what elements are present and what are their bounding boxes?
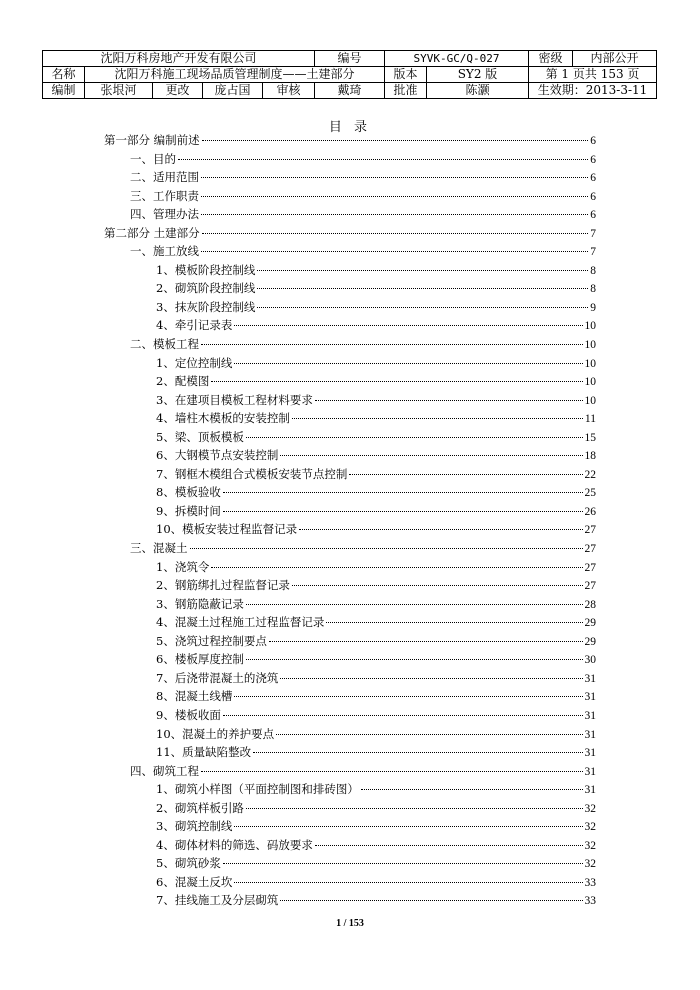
toc-dot-leader [201, 251, 588, 252]
toc-entry[interactable] [0, 780, 700, 799]
toc-dot-leader [223, 863, 583, 864]
toc-entry[interactable] [0, 520, 700, 539]
toc-dot-leader [201, 177, 588, 178]
toc-entry-page: 10 [584, 394, 596, 407]
toc-entry-title: 10、模板安装过程监督记录 [156, 522, 298, 537]
toc-entry-page: 33 [584, 876, 596, 889]
toc-entry-page: 32 [584, 802, 596, 815]
code-label: 编号 [315, 51, 385, 67]
toc-entry-page: 31 [584, 691, 596, 704]
toc-entry[interactable] [0, 335, 700, 354]
approve-value: 陈灏 [427, 83, 529, 99]
toc-entry-page: 26 [584, 505, 596, 518]
toc-entry-page: 22 [584, 468, 596, 481]
toc-entry-page: 31 [584, 765, 596, 778]
toc-entry-title: 1、砌筑小样图（平面控制图和排砖图） [156, 782, 359, 797]
secret-label: 密级 [529, 51, 573, 67]
toc-entry-title: 三、混凝土 [130, 541, 188, 556]
table-of-contents [0, 131, 700, 910]
toc-entry-title: 10、混凝土的养护要点 [156, 726, 275, 741]
toc-entry-title: 2、钢筋绑扎过程监督记录 [156, 578, 290, 593]
toc-entry-page: 6 [590, 172, 596, 185]
toc-dot-leader [326, 622, 582, 623]
toc-entry-page: 27 [584, 580, 596, 593]
toc-entry[interactable] [0, 873, 700, 892]
approve-label: 批准 [385, 83, 427, 99]
toc-dot-leader [315, 845, 583, 846]
toc-entry[interactable] [0, 632, 700, 651]
toc-entry[interactable] [0, 595, 700, 614]
toc-dot-leader [190, 548, 583, 549]
toc-entry-page: 31 [584, 747, 596, 760]
toc-entry[interactable] [0, 669, 700, 688]
toc-entry[interactable] [0, 725, 700, 744]
toc-entry-title: 6、大钢模节点安装控制 [156, 448, 279, 463]
toc-entry-page: 10 [584, 376, 596, 389]
toc-entry-title: 8、混凝土线槽 [156, 689, 233, 704]
toc-dot-leader [280, 455, 582, 456]
toc-entry-page: 10 [584, 320, 596, 333]
toc-entry-title: 4、砌体材料的筛选、码放要求 [156, 837, 313, 852]
toc-entry[interactable] [0, 261, 700, 280]
toc-entry[interactable] [0, 706, 700, 725]
document-header-table [42, 50, 657, 99]
toc-dot-leader [292, 585, 583, 586]
toc-entry-page: 31 [584, 784, 596, 797]
toc-dot-leader [276, 734, 582, 735]
toc-dot-leader [202, 140, 589, 141]
toc-entry[interactable] [0, 298, 700, 317]
toc-entry-title: 3、钢筋隐蔽记录 [156, 596, 244, 611]
toc-entry-title: 7、挂线施工及分层砌筑 [156, 893, 279, 908]
toc-entry[interactable] [0, 446, 700, 465]
toc-entry-page: 18 [584, 450, 596, 463]
toc-entry-title: 8、模板验收 [156, 485, 221, 500]
toc-entry-page: 7 [590, 246, 596, 259]
toc-entry-page: 32 [584, 821, 596, 834]
toc-dot-leader [246, 659, 583, 660]
toc-dot-leader [246, 808, 583, 809]
toc-entry-title: 二、模板工程 [130, 337, 199, 352]
toc-entry-title: 1、模板阶段控制线 [156, 262, 256, 277]
toc-dot-leader [211, 381, 582, 382]
toc-entry[interactable] [0, 799, 700, 818]
toc-entry-title: 5、梁、顶板模板 [156, 429, 244, 444]
toc-dot-leader [349, 474, 582, 475]
toc-entry-title: 9、楼板收面 [156, 707, 221, 722]
effective-date: 生效期：2013-3-11 [529, 83, 657, 99]
toc-entry-title: 3、砌筑控制线 [156, 819, 233, 834]
toc-entry[interactable] [0, 650, 700, 669]
name-label: 名称 [43, 67, 85, 83]
toc-dot-leader [246, 604, 583, 605]
toc-entry-title: 4、牵引记录表 [156, 318, 233, 333]
toc-entry-title: 6、楼板厚度控制 [156, 652, 244, 667]
toc-title: 目 录 [328, 120, 372, 135]
toc-entry[interactable] [0, 743, 700, 762]
toc-entry-page: 9 [590, 301, 596, 314]
toc-entry-page: 29 [584, 635, 596, 648]
toc-entry[interactable] [0, 391, 700, 410]
toc-entry-page: 27 [584, 543, 596, 556]
toc-entry[interactable] [0, 224, 700, 243]
toc-entry-title: 3、在建项目模板工程材料要求 [156, 392, 313, 407]
toc-dot-leader [201, 196, 588, 197]
toc-dot-leader [257, 288, 588, 289]
toc-entry-title: 9、拆模时间 [156, 503, 221, 518]
toc-entry[interactable] [0, 576, 700, 595]
toc-entry-page: 8 [590, 264, 596, 277]
toc-entry-title: 7、钢框木模组合式模板安装节点控制 [156, 466, 348, 481]
toc-entry-title: 4、混凝土过程施工过程监督记录 [156, 615, 325, 630]
toc-entry[interactable] [0, 316, 700, 335]
review-label: 审核 [263, 83, 315, 99]
toc-entry-page: 27 [584, 561, 596, 574]
toc-entry-page: 6 [590, 153, 596, 166]
toc-dot-leader [257, 307, 588, 308]
toc-dot-leader [223, 492, 583, 493]
page-footer: 1 / 153 [336, 918, 364, 929]
toc-entry[interactable] [0, 687, 700, 706]
toc-entry-title: 11、质量缺陷整改 [156, 745, 252, 760]
toc-dot-leader [234, 826, 582, 827]
toc-entry-title: 1、浇筑令 [156, 559, 210, 574]
page-info: 第 1 页共 153 页 [529, 67, 657, 83]
toc-entry-title: 三、工作职责 [130, 188, 199, 203]
toc-entry-page: 31 [584, 672, 596, 685]
toc-entry-title: 2、砌筑阶段控制线 [156, 281, 256, 296]
toc-entry-page: 6 [590, 209, 596, 222]
version-label: 版本 [385, 67, 427, 83]
change-label: 更改 [153, 83, 203, 99]
toc-dot-leader [178, 159, 588, 160]
toc-entry-title: 6、混凝土反坎 [156, 874, 233, 889]
toc-entry[interactable] [0, 483, 700, 502]
toc-entry[interactable] [0, 372, 700, 391]
toc-dot-leader [257, 270, 588, 271]
toc-entry[interactable] [0, 891, 700, 910]
toc-dot-leader [299, 529, 582, 530]
review-value: 戴琦 [315, 83, 385, 99]
toc-entry-title: 2、配模图 [156, 374, 210, 389]
toc-entry[interactable] [0, 187, 700, 206]
toc-entry[interactable] [0, 558, 700, 577]
toc-entry-title: 5、浇筑过程控制要点 [156, 633, 267, 648]
toc-dot-leader [201, 771, 583, 772]
toc-entry[interactable] [0, 409, 700, 428]
toc-dot-leader [201, 214, 588, 215]
toc-entry-title: 第二部分 土建部分 [104, 225, 200, 240]
toc-entry-page: 25 [584, 487, 596, 500]
toc-entry-page: 15 [584, 431, 596, 444]
toc-dot-leader [361, 789, 583, 790]
toc-entry-title: 第一部分 编制前述 [104, 133, 200, 147]
toc-entry[interactable] [0, 465, 700, 484]
toc-dot-leader [211, 567, 582, 568]
toc-entry-page: 27 [584, 524, 596, 537]
toc-entry[interactable] [0, 613, 700, 632]
toc-entry[interactable] [0, 836, 700, 855]
toc-entry-page: 10 [584, 339, 596, 352]
toc-dot-leader [234, 882, 582, 883]
toc-dot-leader [246, 437, 583, 438]
toc-dot-leader [234, 363, 582, 364]
toc-entry-page: 7 [590, 227, 596, 240]
toc-dot-leader [269, 641, 583, 642]
toc-entry[interactable] [0, 168, 700, 187]
toc-dot-leader [315, 400, 583, 401]
version-value: SY2 版 [427, 67, 529, 83]
toc-entry-page: 11 [584, 413, 596, 426]
toc-entry-title: 二、适用范围 [130, 170, 199, 185]
toc-dot-leader [253, 752, 582, 753]
toc-entry-page: 32 [584, 839, 596, 852]
toc-entry-title: 5、砌筑砂浆 [156, 856, 221, 871]
toc-entry-title: 四、管理办法 [130, 207, 199, 222]
editor-value: 张垠河 [85, 83, 153, 99]
toc-entry-page: 31 [584, 728, 596, 741]
toc-entry[interactable] [0, 354, 700, 373]
toc-dot-leader [234, 696, 582, 697]
toc-entry-page: 8 [590, 283, 596, 296]
toc-entry-page: 6 [590, 190, 596, 203]
toc-dot-leader [223, 511, 583, 512]
toc-dot-leader [280, 900, 582, 901]
company-name: 沈阳万科房地产开发有限公司 [43, 51, 315, 67]
toc-entry-page: 29 [584, 617, 596, 630]
toc-entry-title: 一、施工放线 [130, 244, 199, 259]
toc-entry[interactable] [0, 242, 700, 261]
toc-entry[interactable] [0, 279, 700, 298]
toc-entry-title: 3、抹灰阶段控制线 [156, 299, 256, 314]
toc-entry[interactable] [0, 502, 700, 521]
toc-entry-title: 一、目的 [130, 151, 176, 166]
toc-dot-leader [201, 344, 583, 345]
toc-entry-page: 6 [590, 135, 596, 147]
toc-entry[interactable] [0, 428, 700, 447]
toc-entry-page: 30 [584, 654, 596, 667]
toc-entry-page: 33 [584, 895, 596, 908]
toc-entry[interactable] [0, 854, 700, 873]
toc-entry-title: 四、砌筑工程 [130, 763, 199, 778]
toc-dot-leader [223, 715, 583, 716]
toc-entry-title: 7、后浇带混凝土的浇筑 [156, 670, 279, 685]
toc-entry-page: 31 [584, 709, 596, 722]
change-value: 庞占国 [203, 83, 263, 99]
toc-dot-leader [234, 325, 582, 326]
toc-entry[interactable] [0, 817, 700, 836]
toc-entry[interactable] [0, 205, 700, 224]
toc-entry-page: 32 [584, 858, 596, 871]
toc-entry-title: 2、砌筑样板引路 [156, 800, 244, 815]
toc-dot-leader [280, 678, 582, 679]
toc-entry[interactable] [0, 539, 700, 558]
toc-entry-page: 28 [584, 598, 596, 611]
toc-entry-title: 1、定位控制线 [156, 355, 233, 370]
toc-entry-title: 4、墙柱木模板的安装控制 [156, 411, 290, 426]
toc-entry[interactable] [0, 150, 700, 169]
code-value: SYVK-GC/Q-027 [385, 51, 529, 67]
toc-dot-leader [202, 233, 589, 234]
toc-entry[interactable] [0, 131, 700, 150]
toc-entry-page: 10 [584, 357, 596, 370]
toc-entry[interactable] [0, 762, 700, 781]
name-value: 沈阳万科施工现场品质管理制度——土建部分 [85, 67, 385, 83]
editor-label: 编制 [43, 83, 85, 99]
toc-dot-leader [292, 418, 583, 419]
secret-value: 内部公开 [573, 51, 657, 67]
